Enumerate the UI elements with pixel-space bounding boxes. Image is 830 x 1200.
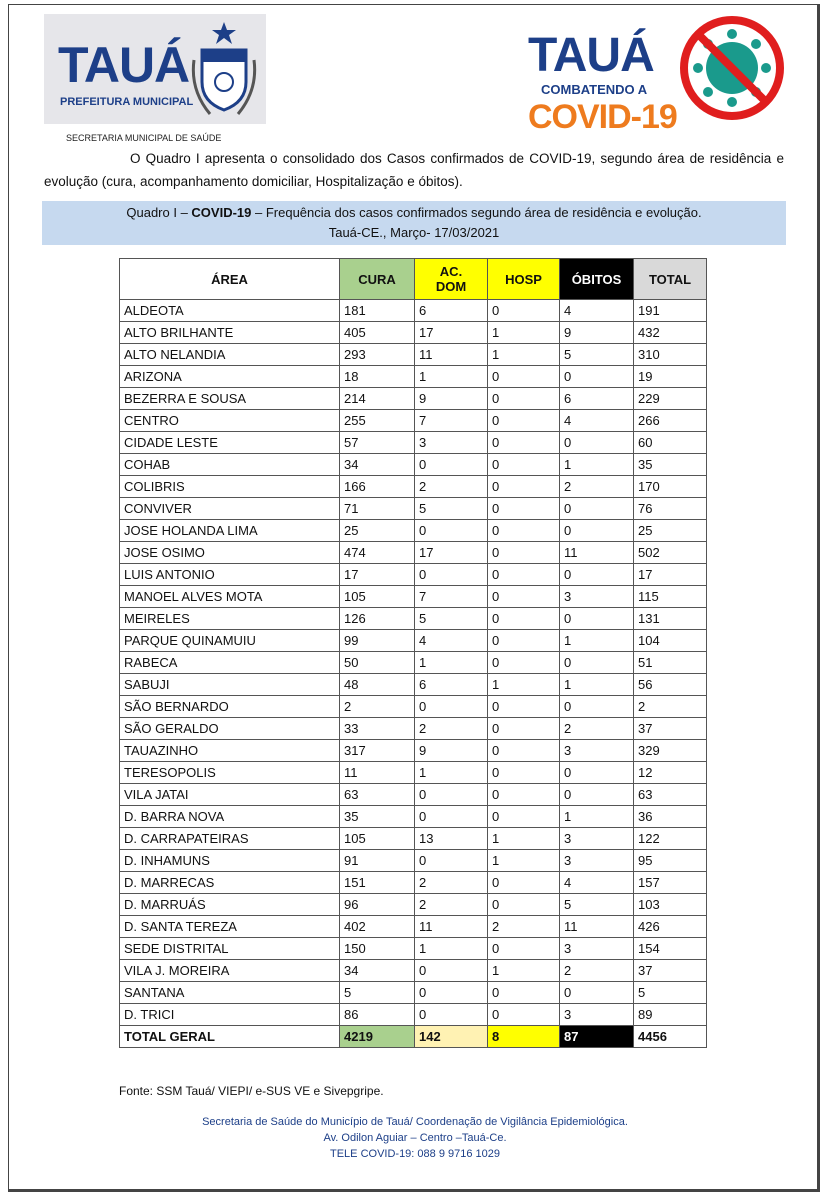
cell-hosp: 0 xyxy=(488,608,560,630)
cell-obitos: 3 xyxy=(560,850,634,872)
table-row xyxy=(120,564,707,586)
total-label: TOTAL GERAL xyxy=(120,1026,340,1048)
source-note: Fonte: SSM Tauá/ VIEPI/ e-SUS VE e Sivepgripe. xyxy=(119,1084,384,1098)
cell-cura: 17 xyxy=(340,564,415,586)
cell-cura: 57 xyxy=(340,432,415,454)
total-total: 4456 xyxy=(634,1026,707,1048)
cell-total: 191 xyxy=(634,300,707,322)
cell-cura: 293 xyxy=(340,344,415,366)
prefeitura-logo xyxy=(44,14,266,124)
cell-ac-dom: 0 xyxy=(415,520,488,542)
cell-cura: 34 xyxy=(340,960,415,982)
cell-cura: 33 xyxy=(340,718,415,740)
cell-ac-dom: 2 xyxy=(415,718,488,740)
cell-cura: 11 xyxy=(340,762,415,784)
cell-hosp: 0 xyxy=(488,542,560,564)
header-total: TOTAL xyxy=(634,259,707,300)
table-row xyxy=(120,344,707,366)
cell-ac-dom: 1 xyxy=(415,938,488,960)
cell-area: RABECA xyxy=(120,652,340,674)
cell-total: 63 xyxy=(634,784,707,806)
cell-cura: 151 xyxy=(340,872,415,894)
cell-ac-dom: 0 xyxy=(415,784,488,806)
total-row xyxy=(120,1026,707,1048)
table-row xyxy=(120,960,707,982)
cell-total: 12 xyxy=(634,762,707,784)
cell-ac-dom: 9 xyxy=(415,740,488,762)
cell-area: LUIS ANTONIO xyxy=(120,564,340,586)
cell-obitos: 0 xyxy=(560,366,634,388)
cell-obitos: 0 xyxy=(560,762,634,784)
cell-obitos: 11 xyxy=(560,916,634,938)
cell-total: 35 xyxy=(634,454,707,476)
cell-obitos: 0 xyxy=(560,564,634,586)
table-row xyxy=(120,608,707,630)
cell-ac-dom: 3 xyxy=(415,432,488,454)
cell-total: 36 xyxy=(634,806,707,828)
cell-obitos: 5 xyxy=(560,894,634,916)
cell-cura: 48 xyxy=(340,674,415,696)
cell-cura: 166 xyxy=(340,476,415,498)
cell-hosp: 0 xyxy=(488,520,560,542)
cell-cura: 99 xyxy=(340,630,415,652)
cell-hosp: 0 xyxy=(488,894,560,916)
cell-cura: 474 xyxy=(340,542,415,564)
cell-ac-dom: 2 xyxy=(415,476,488,498)
cell-cura: 86 xyxy=(340,1004,415,1026)
cell-hosp: 0 xyxy=(488,740,560,762)
table-row xyxy=(120,300,707,322)
cell-obitos: 0 xyxy=(560,432,634,454)
cell-hosp: 0 xyxy=(488,388,560,410)
table-row xyxy=(120,916,707,938)
cell-cura: 150 xyxy=(340,938,415,960)
cell-cura: 50 xyxy=(340,652,415,674)
cell-hosp: 0 xyxy=(488,938,560,960)
cell-area: D. INHAMUNS xyxy=(120,850,340,872)
secretaria-label: SECRETARIA MUNICIPAL DE SAÚDE xyxy=(66,133,222,143)
cell-ac-dom: 7 xyxy=(415,586,488,608)
cell-cura: 25 xyxy=(340,520,415,542)
cell-cura: 5 xyxy=(340,982,415,1004)
cell-cura: 18 xyxy=(340,366,415,388)
cell-total: 37 xyxy=(634,960,707,982)
coat-of-arms-icon xyxy=(190,20,258,120)
cell-total: 2 xyxy=(634,696,707,718)
cell-ac-dom: 4 xyxy=(415,630,488,652)
cell-area: SÃO GERALDO xyxy=(120,718,340,740)
cell-area: BEZERRA E SOUSA xyxy=(120,388,340,410)
cell-ac-dom: 7 xyxy=(415,410,488,432)
cell-hosp: 0 xyxy=(488,872,560,894)
cell-obitos: 2 xyxy=(560,960,634,982)
cell-hosp: 1 xyxy=(488,850,560,872)
cell-ac-dom: 6 xyxy=(415,300,488,322)
cell-ac-dom: 0 xyxy=(415,564,488,586)
cell-cura: 214 xyxy=(340,388,415,410)
logo-right-combatendo: COMBATENDO A xyxy=(541,82,648,97)
cell-total: 60 xyxy=(634,432,707,454)
cell-cura: 105 xyxy=(340,586,415,608)
cell-area: SABUJI xyxy=(120,674,340,696)
footer-line2: Av. Odilon Aguiar – Centro –Tauá-Ce. xyxy=(323,1132,507,1144)
cell-area: ALDEOTA xyxy=(120,300,340,322)
cell-obitos: 0 xyxy=(560,784,634,806)
cell-hosp: 0 xyxy=(488,564,560,586)
cell-area: VILA J. MOREIRA xyxy=(120,960,340,982)
cell-ac-dom: 9 xyxy=(415,388,488,410)
cell-ac-dom: 17 xyxy=(415,542,488,564)
table-row xyxy=(120,1004,707,1026)
cell-total: 103 xyxy=(634,894,707,916)
cell-obitos: 0 xyxy=(560,696,634,718)
cell-hosp: 0 xyxy=(488,696,560,718)
cell-total: 51 xyxy=(634,652,707,674)
cell-area: ALTO NELANDIA xyxy=(120,344,340,366)
cell-cura: 63 xyxy=(340,784,415,806)
cell-hosp: 0 xyxy=(488,982,560,1004)
cell-obitos: 1 xyxy=(560,630,634,652)
table-row xyxy=(120,872,707,894)
cell-area: JOSE HOLANDA LIMA xyxy=(120,520,340,542)
table-row xyxy=(120,322,707,344)
table-row xyxy=(120,784,707,806)
cell-total: 131 xyxy=(634,608,707,630)
cell-ac-dom: 5 xyxy=(415,498,488,520)
cell-obitos: 4 xyxy=(560,410,634,432)
table-row xyxy=(120,630,707,652)
cell-total: 95 xyxy=(634,850,707,872)
cell-ac-dom: 6 xyxy=(415,674,488,696)
cell-obitos: 3 xyxy=(560,740,634,762)
cell-area: PARQUE QUINAMUIU xyxy=(120,630,340,652)
cell-obitos: 11 xyxy=(560,542,634,564)
intro-paragraph: O Quadro I apresenta o consolidado dos Casos confirmados de COVID-19, segundo área de residência e evolução (cura, acompanhamento domiciliar, Hospitalização e óbitos). xyxy=(44,151,784,189)
cell-area: D. MARRUÁS xyxy=(120,894,340,916)
cases-table xyxy=(119,258,707,1048)
table-row xyxy=(120,696,707,718)
cell-ac-dom: 17 xyxy=(415,322,488,344)
cell-obitos: 4 xyxy=(560,872,634,894)
cell-ac-dom: 1 xyxy=(415,762,488,784)
cell-area: JOSE OSIMO xyxy=(120,542,340,564)
cell-total: 154 xyxy=(634,938,707,960)
cell-ac-dom: 1 xyxy=(415,652,488,674)
total-cura: 4219 xyxy=(340,1026,415,1048)
cell-hosp: 1 xyxy=(488,828,560,850)
cell-hosp: 1 xyxy=(488,344,560,366)
combatendo-covid-logo xyxy=(528,14,788,136)
cell-area: D. CARRAPATEIRAS xyxy=(120,828,340,850)
cell-total: 5 xyxy=(634,982,707,1004)
logo-left-word: TAUÁ xyxy=(58,37,190,93)
cell-hosp: 0 xyxy=(488,718,560,740)
cell-obitos: 1 xyxy=(560,806,634,828)
cell-hosp: 0 xyxy=(488,1004,560,1026)
cell-ac-dom: 0 xyxy=(415,850,488,872)
table-row xyxy=(120,828,707,850)
table-row xyxy=(120,982,707,1004)
cell-area: TAUAZINHO xyxy=(120,740,340,762)
cell-ac-dom: 2 xyxy=(415,872,488,894)
caption-prefix: Quadro I – xyxy=(126,205,192,220)
cell-ac-dom: 0 xyxy=(415,960,488,982)
header-area: ÁREA xyxy=(120,259,340,300)
cell-cura: 405 xyxy=(340,322,415,344)
cell-area: CIDADE LESTE xyxy=(120,432,340,454)
cell-obitos: 4 xyxy=(560,300,634,322)
cell-area: D. BARRA NOVA xyxy=(120,806,340,828)
cell-obitos: 1 xyxy=(560,454,634,476)
table-row xyxy=(120,894,707,916)
logo-right-word: TAUÁ xyxy=(528,29,654,82)
no-virus-icon xyxy=(678,14,786,122)
table-header-row xyxy=(120,259,707,300)
cell-total: 329 xyxy=(634,740,707,762)
cell-cura: 255 xyxy=(340,410,415,432)
cell-obitos: 9 xyxy=(560,322,634,344)
cell-total: 157 xyxy=(634,872,707,894)
cell-total: 37 xyxy=(634,718,707,740)
cell-total: 115 xyxy=(634,586,707,608)
cell-total: 76 xyxy=(634,498,707,520)
cell-cura: 181 xyxy=(340,300,415,322)
cell-ac-dom: 5 xyxy=(415,608,488,630)
table-row xyxy=(120,542,707,564)
table-row xyxy=(120,366,707,388)
caption-bold: COVID-19 xyxy=(191,205,252,220)
cell-ac-dom: 0 xyxy=(415,454,488,476)
table-row xyxy=(120,938,707,960)
cell-hosp: 0 xyxy=(488,806,560,828)
table-row xyxy=(120,520,707,542)
cell-obitos: 3 xyxy=(560,586,634,608)
cell-obitos: 3 xyxy=(560,828,634,850)
cell-obitos: 5 xyxy=(560,344,634,366)
cell-obitos: 1 xyxy=(560,674,634,696)
cell-hosp: 0 xyxy=(488,454,560,476)
logo-left-sub: PREFEITURA MUNICIPAL xyxy=(60,96,194,108)
cell-area: SEDE DISTRITAL xyxy=(120,938,340,960)
footer-line3: TELE COVID-19: 088 9 9716 1029 xyxy=(330,1148,500,1160)
cell-total: 56 xyxy=(634,674,707,696)
cell-total: 17 xyxy=(634,564,707,586)
header-obitos: ÓBITOS xyxy=(560,259,634,300)
cell-total: 229 xyxy=(634,388,707,410)
cell-obitos: 6 xyxy=(560,388,634,410)
cell-obitos: 0 xyxy=(560,608,634,630)
cell-cura: 105 xyxy=(340,828,415,850)
cell-hosp: 0 xyxy=(488,366,560,388)
cell-area: CONVIVER xyxy=(120,498,340,520)
table-row xyxy=(120,652,707,674)
cell-ac-dom: 0 xyxy=(415,1004,488,1026)
cell-ac-dom: 13 xyxy=(415,828,488,850)
cell-obitos: 0 xyxy=(560,652,634,674)
cell-ac-dom: 0 xyxy=(415,982,488,1004)
cell-area: SÃO BERNARDO xyxy=(120,696,340,718)
logo-right-covid: COVID-19 xyxy=(528,98,677,136)
cell-total: 25 xyxy=(634,520,707,542)
cell-total: 19 xyxy=(634,366,707,388)
table-row xyxy=(120,850,707,872)
cell-total: 104 xyxy=(634,630,707,652)
cell-area: COLIBRIS xyxy=(120,476,340,498)
cell-total: 89 xyxy=(634,1004,707,1026)
caption-suffix: – Frequência dos casos confirmados segundo área de residência e evolução. xyxy=(251,205,702,220)
cell-ac-dom: 0 xyxy=(415,696,488,718)
total-obitos: 87 xyxy=(560,1026,634,1048)
table-row xyxy=(120,498,707,520)
cell-area: D. TRICI xyxy=(120,1004,340,1026)
cell-total: 170 xyxy=(634,476,707,498)
cell-area: ALTO BRILHANTE xyxy=(120,322,340,344)
cell-hosp: 0 xyxy=(488,586,560,608)
cell-ac-dom: 2 xyxy=(415,894,488,916)
total-hosp: 8 xyxy=(488,1026,560,1048)
cell-obitos: 3 xyxy=(560,1004,634,1026)
cell-obitos: 0 xyxy=(560,520,634,542)
table-caption xyxy=(42,201,786,245)
cell-ac-dom: 11 xyxy=(415,344,488,366)
cell-area: D. MARRECAS xyxy=(120,872,340,894)
table-row xyxy=(120,388,707,410)
cell-cura: 91 xyxy=(340,850,415,872)
cell-hosp: 0 xyxy=(488,410,560,432)
cell-hosp: 0 xyxy=(488,498,560,520)
footer-line1: Secretaria de Saúde do Município de Tauá/ Coordenação de Vigilância Epidemiológica. xyxy=(202,1116,628,1128)
cell-hosp: 0 xyxy=(488,432,560,454)
cell-obitos: 3 xyxy=(560,938,634,960)
cell-cura: 96 xyxy=(340,894,415,916)
cell-obitos: 0 xyxy=(560,498,634,520)
cell-area: D. SANTA TEREZA xyxy=(120,916,340,938)
table-body xyxy=(120,300,707,1026)
cell-area: VILA JATAI xyxy=(120,784,340,806)
table-row xyxy=(120,762,707,784)
cell-hosp: 0 xyxy=(488,652,560,674)
table-row xyxy=(120,410,707,432)
cell-area: TERESOPOLIS xyxy=(120,762,340,784)
table-row xyxy=(120,740,707,762)
cell-ac-dom: 11 xyxy=(415,916,488,938)
cell-hosp: 0 xyxy=(488,300,560,322)
cell-cura: 2 xyxy=(340,696,415,718)
table-row xyxy=(120,432,707,454)
cell-total: 502 xyxy=(634,542,707,564)
cell-area: SANTANA xyxy=(120,982,340,1004)
total-ac-dom: 142 xyxy=(415,1026,488,1048)
cell-cura: 35 xyxy=(340,806,415,828)
cell-obitos: 2 xyxy=(560,718,634,740)
cell-ac-dom: 1 xyxy=(415,366,488,388)
header-ac-dom-line1: AC. xyxy=(439,264,463,279)
cell-hosp: 0 xyxy=(488,630,560,652)
cell-hosp: 2 xyxy=(488,916,560,938)
table-row xyxy=(120,718,707,740)
table-row xyxy=(120,806,707,828)
cell-total: 432 xyxy=(634,322,707,344)
cell-cura: 126 xyxy=(340,608,415,630)
cell-hosp: 1 xyxy=(488,322,560,344)
cell-area: CENTRO xyxy=(120,410,340,432)
cell-area: COHAB xyxy=(120,454,340,476)
cell-area: MEIRELES xyxy=(120,608,340,630)
header-cura: CURA xyxy=(340,259,415,300)
cell-area: ARIZONA xyxy=(120,366,340,388)
cell-total: 266 xyxy=(634,410,707,432)
cell-obitos: 0 xyxy=(560,982,634,1004)
table-row xyxy=(120,674,707,696)
cell-total: 122 xyxy=(634,828,707,850)
cell-cura: 317 xyxy=(340,740,415,762)
cell-cura: 71 xyxy=(340,498,415,520)
table-row xyxy=(120,586,707,608)
cell-cura: 34 xyxy=(340,454,415,476)
cell-total: 310 xyxy=(634,344,707,366)
header-ac-dom xyxy=(415,259,488,300)
cell-area: MANOEL ALVES MOTA xyxy=(120,586,340,608)
header-hosp: HOSP xyxy=(488,259,560,300)
table-row xyxy=(120,476,707,498)
cell-ac-dom: 0 xyxy=(415,806,488,828)
header-ac-dom-line2: DOM xyxy=(435,279,467,294)
caption-line2: Tauá-CE., Março- 17/03/2021 xyxy=(328,225,500,240)
cell-total: 426 xyxy=(634,916,707,938)
table-row xyxy=(120,454,707,476)
cell-obitos: 2 xyxy=(560,476,634,498)
cell-hosp: 0 xyxy=(488,476,560,498)
cell-cura: 402 xyxy=(340,916,415,938)
cell-hosp: 1 xyxy=(488,960,560,982)
cell-hosp: 0 xyxy=(488,784,560,806)
cell-hosp: 1 xyxy=(488,674,560,696)
cell-hosp: 0 xyxy=(488,762,560,784)
